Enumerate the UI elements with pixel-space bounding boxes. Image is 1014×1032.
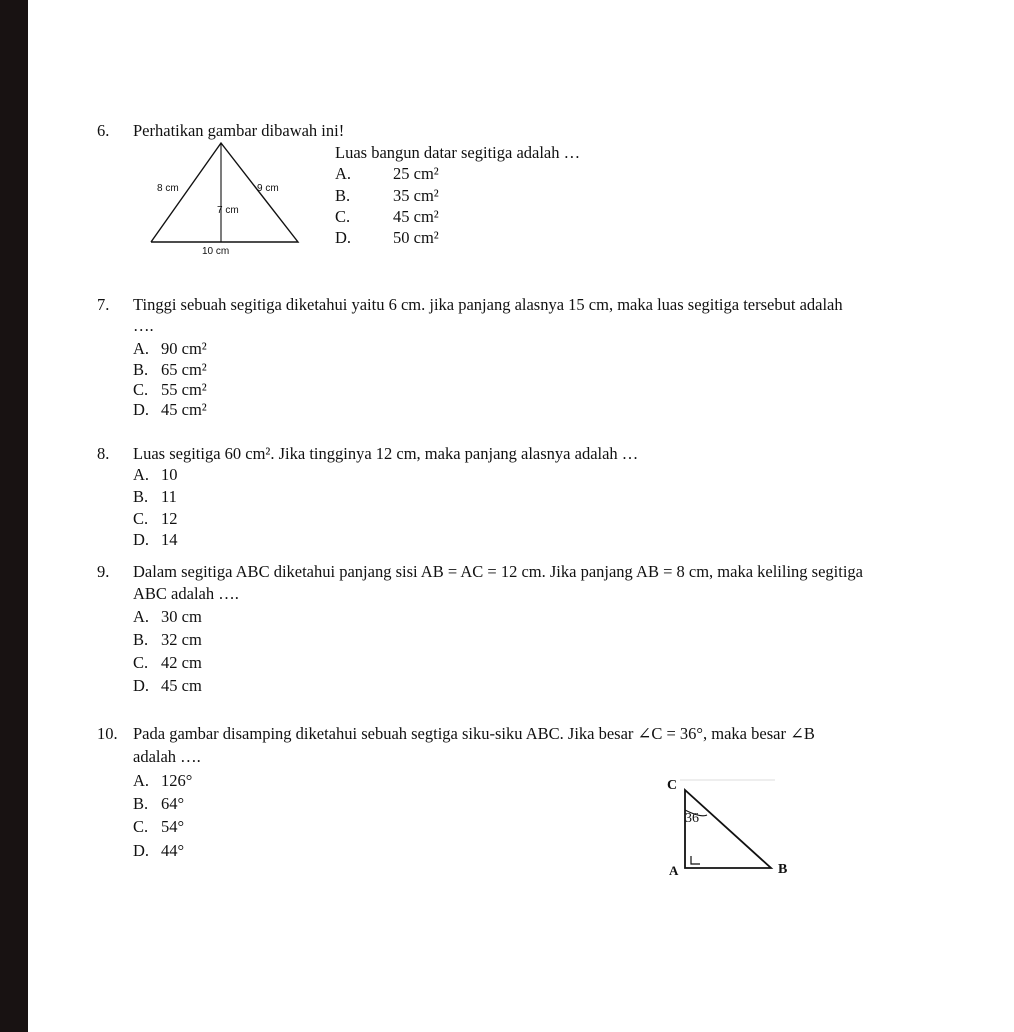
- option-label: D.: [335, 228, 352, 247]
- option-d: [133, 530, 178, 550]
- option-c: [335, 207, 439, 227]
- option-text: 14: [161, 530, 178, 549]
- question-text: Pada gambar disamping diketahui sebuah segtiga siku-siku ABC. Jika besar ∠C = 36°, maka besar ∠B: [133, 724, 815, 743]
- option-label: C.: [133, 380, 149, 399]
- question-text: Dalam segitiga ABC diketahui panjang sisi AB = AC = 12 cm. Jika panjang AB = 8 cm, maka keliling segitiga: [133, 562, 863, 581]
- option-d: [335, 228, 439, 248]
- option-label: B.: [133, 794, 149, 813]
- vertex-b-label: B: [778, 862, 788, 877]
- option-a: [133, 465, 178, 485]
- option-c: [133, 509, 178, 529]
- option-text: 12: [161, 509, 178, 528]
- option-text: 35 cm²: [393, 186, 439, 205]
- triangle-diagram: [148, 140, 308, 252]
- option-label: C.: [133, 509, 149, 528]
- vertex-c-label: C: [667, 778, 678, 793]
- question-text-continued: ….: [133, 316, 154, 335]
- option-label: C.: [133, 817, 149, 836]
- option-a: [133, 607, 202, 627]
- question-text: Luas segitiga 60 cm². Jika tingginya 12 cm, maka panjang alasnya adalah …: [133, 444, 639, 463]
- right-side-label: 9 cm: [257, 183, 279, 194]
- option-label: D.: [133, 841, 150, 860]
- option-b: [133, 487, 177, 507]
- option-text: 126°: [161, 771, 193, 790]
- question-text-continued: ABC adalah ….: [133, 584, 239, 603]
- option-b: [133, 630, 202, 650]
- option-text: 65 cm²: [161, 360, 207, 379]
- option-text: 11: [161, 487, 177, 506]
- option-a: [133, 339, 207, 359]
- question-number: 10.: [97, 724, 118, 743]
- option-label: A.: [133, 339, 150, 358]
- option-text: 10: [161, 465, 178, 484]
- vertex-a-label: A: [669, 863, 679, 878]
- option-a: [335, 164, 439, 184]
- option-text: 50 cm²: [393, 228, 439, 247]
- option-label: A.: [133, 465, 150, 484]
- question-text: Luas bangun datar segitiga adalah …: [335, 143, 581, 162]
- option-label: D.: [133, 676, 150, 695]
- option-label: A.: [133, 771, 150, 790]
- option-label: C.: [133, 653, 149, 672]
- option-label: D.: [133, 400, 150, 419]
- question-text: Tinggi sebuah segitiga diketahui yaitu 6 cm. jika panjang alasnya 15 cm, maka luas segitiga tersebut adalah: [133, 295, 843, 314]
- option-a: [133, 771, 192, 791]
- option-label: C.: [335, 207, 351, 226]
- question-prompt: Perhatikan gambar dibawah ini!: [133, 121, 345, 140]
- option-text: 42 cm: [161, 653, 202, 672]
- option-label: D.: [133, 530, 150, 549]
- question-number: 8.: [97, 444, 110, 463]
- left-side-label: 8 cm: [157, 183, 179, 194]
- option-b: [133, 794, 184, 814]
- angle-c-label: 36: [685, 811, 699, 826]
- option-c: [133, 653, 202, 673]
- option-text: 64°: [161, 794, 185, 813]
- option-d: [133, 676, 202, 696]
- option-text: 30 cm: [161, 607, 202, 626]
- option-b: [133, 360, 207, 380]
- option-label: A.: [335, 164, 352, 183]
- option-text: 45 cm²: [393, 207, 439, 226]
- option-c: [133, 817, 184, 837]
- option-text: 55 cm²: [161, 380, 207, 399]
- option-text: 90 cm²: [161, 339, 207, 358]
- question-number: 7.: [97, 295, 110, 314]
- scan-edge-bar: [0, 0, 28, 1032]
- option-c: [133, 380, 207, 400]
- base-label: 10 cm: [202, 246, 230, 257]
- option-label: B.: [335, 186, 351, 205]
- option-b: [335, 186, 439, 206]
- option-label: B.: [133, 487, 149, 506]
- option-d: [133, 841, 184, 861]
- option-text: 44°: [161, 841, 185, 860]
- option-text: 45 cm: [161, 676, 202, 695]
- option-label: B.: [133, 630, 149, 649]
- option-text: 32 cm: [161, 630, 202, 649]
- question-text-continued: adalah ….: [133, 747, 201, 766]
- question-number: 6.: [97, 121, 110, 140]
- option-d: [133, 400, 207, 420]
- question-number: 9.: [97, 562, 110, 581]
- option-text: 54°: [161, 817, 185, 836]
- height-label: 7 cm: [217, 205, 239, 216]
- option-label: A.: [133, 607, 150, 626]
- option-label: B.: [133, 360, 149, 379]
- option-text: 45 cm²: [161, 400, 207, 419]
- option-text: 25 cm²: [393, 164, 439, 183]
